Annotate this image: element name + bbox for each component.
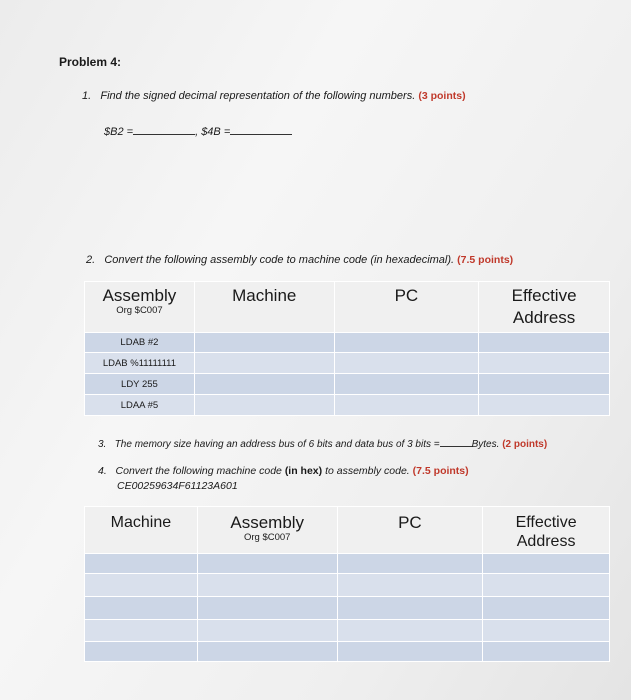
q1-answers xyxy=(104,124,292,138)
q4-header-machine-label: Machine xyxy=(110,514,172,531)
q2-header-machine-label: Machine xyxy=(232,286,297,305)
q4-header-assembly-label: Assembly xyxy=(230,513,305,532)
q4-row-4-assembly[interactable] xyxy=(197,620,337,642)
q3-text: The memory size having an address bus of 6 bits and data bus of 3 bits = xyxy=(114,439,440,450)
q4-header-pc xyxy=(337,507,483,554)
q4-row-5-machine[interactable] xyxy=(85,642,198,662)
question-4 xyxy=(98,465,469,477)
q2-row-4-machine[interactable] xyxy=(194,395,334,416)
q4-header-effective-1: Effective xyxy=(515,514,577,531)
table-row xyxy=(85,374,610,395)
q4-row-2-effective[interactable] xyxy=(483,574,610,597)
q4-text-bold: (in hex) xyxy=(284,465,323,477)
q4-table-header xyxy=(85,507,610,554)
q2-row-4-assembly: LDAA #5 xyxy=(85,395,195,416)
table-row xyxy=(85,395,610,416)
q4-row-2-machine[interactable] xyxy=(85,574,198,597)
q4-row-1-pc[interactable] xyxy=(337,554,483,574)
q4-row-5-pc[interactable] xyxy=(337,642,483,662)
q2-number: 2. xyxy=(86,254,96,266)
q4-row-2-assembly[interactable] xyxy=(197,574,337,597)
q2-header-pc-label: PC xyxy=(394,286,419,305)
q4-row-4-machine[interactable] xyxy=(85,620,198,642)
q4-header-assembly xyxy=(197,507,337,554)
q2-row-2-effective[interactable] xyxy=(479,353,610,374)
q4-row-4-pc[interactable] xyxy=(337,620,483,642)
q1-item-a: $B2 = xyxy=(104,126,134,138)
q3-answer-blank[interactable] xyxy=(440,437,472,447)
q1-answer-b-blank[interactable] xyxy=(230,124,292,135)
q4-row-5-assembly[interactable] xyxy=(197,642,337,662)
q4-row-4-effective[interactable] xyxy=(483,620,610,642)
q2-row-4-effective[interactable] xyxy=(479,395,610,416)
q1-answer-a-blank[interactable] xyxy=(133,124,195,135)
q4-row-1-assembly[interactable] xyxy=(197,554,337,574)
q2-row-1-assembly: LDAB #2 xyxy=(85,333,195,353)
q2-row-1-pc[interactable] xyxy=(334,333,479,353)
q2-row-3-assembly: LDY 255 xyxy=(85,374,195,395)
q2-row-1-effective[interactable] xyxy=(479,333,610,353)
q2-row-1-machine[interactable] xyxy=(194,333,334,353)
question-1 xyxy=(82,90,466,102)
q2-row-3-machine[interactable] xyxy=(194,374,334,395)
q2-text: Convert the following assembly code to machine code (in hexadecimal). xyxy=(104,254,455,266)
q2-header-assembly-label: Assembly xyxy=(102,286,177,305)
q4-row-1-effective[interactable] xyxy=(483,554,610,574)
q4-row-3-machine[interactable] xyxy=(85,597,198,620)
table-row xyxy=(85,353,610,374)
q2-header-effective xyxy=(479,282,610,333)
q2-row-4-pc[interactable] xyxy=(334,395,479,416)
q2-header-org: Org $C007 xyxy=(116,305,163,316)
q2-header-effective-1: Effective xyxy=(511,286,577,305)
question-2 xyxy=(86,254,513,266)
q1-item-b: $4B = xyxy=(201,126,231,138)
table-row xyxy=(85,597,610,620)
q2-points: (7.5 points) xyxy=(457,254,514,266)
q4-header-effective xyxy=(483,507,610,554)
q4-header-org: Org $C007 xyxy=(243,532,291,543)
q1-text: Find the signed decimal representation of the following numbers. xyxy=(100,90,416,102)
q2-table-header xyxy=(85,282,610,333)
q4-table xyxy=(84,506,610,662)
q2-header-assembly xyxy=(85,282,195,333)
q2-header-pc xyxy=(334,282,479,333)
q4-text-a: Convert the following machine code xyxy=(115,465,282,477)
q4-points: (7.5 points) xyxy=(412,465,469,477)
q4-row-2-pc[interactable] xyxy=(337,574,483,597)
q4-header-effective-2: Address xyxy=(516,533,576,550)
table-row xyxy=(85,333,610,353)
q1-points: (3 points) xyxy=(418,90,466,102)
question-3 xyxy=(98,437,547,450)
q4-row-5-effective[interactable] xyxy=(483,642,610,662)
table-row xyxy=(85,554,610,574)
q4-number: 4. xyxy=(98,465,107,477)
problem-title: Problem 4: xyxy=(59,55,122,69)
q2-table xyxy=(84,281,610,416)
q2-row-2-pc[interactable] xyxy=(334,353,479,374)
q1-number: 1. xyxy=(82,90,92,102)
q3-number: 3. xyxy=(98,439,107,450)
table-row xyxy=(85,620,610,642)
q2-row-2-machine[interactable] xyxy=(194,353,334,374)
q1-separator: , xyxy=(195,126,199,138)
q4-row-1-machine[interactable] xyxy=(85,554,198,574)
table-row xyxy=(85,642,610,662)
q2-row-3-pc[interactable] xyxy=(334,374,479,395)
q2-row-2-assembly: LDAB %11111111 xyxy=(85,353,195,374)
q2-header-effective-2: Address xyxy=(512,308,576,327)
q4-row-3-assembly[interactable] xyxy=(197,597,337,620)
q4-header-pc-label: PC xyxy=(398,513,422,532)
q4-row-3-effective[interactable] xyxy=(483,597,610,620)
q3-points: (2 points) xyxy=(502,439,548,450)
q4-machine-code: CE00259634F61123A601 xyxy=(117,480,238,492)
q2-header-machine xyxy=(194,282,334,333)
q2-row-3-effective[interactable] xyxy=(479,374,610,395)
q4-row-3-pc[interactable] xyxy=(337,597,483,620)
q3-unit: Bytes. xyxy=(471,439,500,450)
table-row xyxy=(85,574,610,597)
q4-text-b: to assembly code. xyxy=(325,465,410,477)
q4-header-machine xyxy=(85,507,198,554)
